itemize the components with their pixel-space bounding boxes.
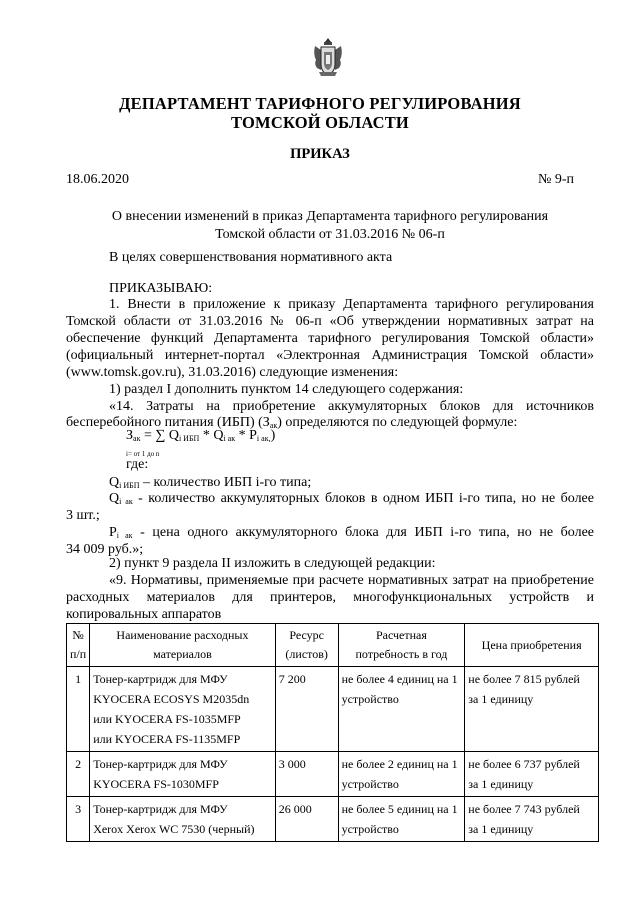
department-name-line2: ТОМСКОЙ ОБЛАСТИ [231, 113, 409, 132]
document-type-title: ПРИКАЗ [290, 146, 350, 162]
subject-line1: О внесении изменений в приказ Департамента тарифного регулирования [111, 209, 549, 224]
table-row [67, 752, 599, 797]
row-name: Тонер-картридж для МФУ KYOCERA ECOSYS M2035dn или KYOCERA FS-1035MFP или KYOCERA FS-1135MFP [90, 667, 276, 752]
header-num: № п/п [67, 624, 90, 667]
header-need: Расчетная потребность в год [338, 624, 465, 667]
table-row [67, 667, 599, 752]
row-num: 3 [67, 797, 90, 842]
order-word: ПРИКАЗЫВАЮ: [109, 281, 213, 296]
row-need: не более 4 единиц на 1 устройство [338, 667, 465, 752]
where-text: где: [126, 457, 149, 472]
coat-of-arms-emblem [311, 36, 345, 78]
department-name-line1: ДЕПАРТАМЕНТ ТАРИФНОГО РЕГУЛИРОВАНИЯ [119, 94, 521, 113]
definition-q-ibp: $Q_{i ИБП}$ – количество ИБП i-го типа; [109, 475, 312, 490]
definition-p-ak: $P_{i ак}$ - цена одного аккумуляторного блока для ИБП i-го типа, но не более [109, 525, 594, 540]
row-num: 1 [67, 667, 90, 752]
purpose-text: В целях совершенствования нормативного акта [109, 250, 393, 265]
point9-line1: «9. Нормативы, применяемые при расчете нормативных затрат на приобретение [109, 573, 594, 588]
row-resource: 26 000 [275, 797, 338, 842]
paragraph1-line4: (официальный интернет-портал «Электронная Администрация Томской области» [66, 348, 594, 363]
consumables-table [66, 623, 599, 842]
header-resource: Ресурс (листов) [275, 624, 338, 667]
point14-line1: «14. Затраты на приобретение аккумуляторных блоков для источников [109, 399, 594, 414]
row-resource: 7 200 [275, 667, 338, 752]
paragraph1-line1: 1. Внести в приложение к приказу Департамента тарифного регулирования [109, 297, 594, 312]
row-num: 2 [67, 752, 90, 797]
row-price: не более 7 815 рублей за 1 единицу [465, 667, 599, 752]
item2-text: 2) пункт 9 раздела II изложить в следующей редакции: [109, 556, 436, 571]
point14-line2: бесперебойного питания (ИБП) $(З_{ак})$ определяются по следующей формуле: [66, 415, 518, 430]
order-date: 18.06.2020 [66, 172, 129, 187]
point9-line3: копировальных аппаратов [66, 607, 222, 622]
row-need: не более 5 единиц на 1 устройство [338, 797, 465, 842]
row-name: Тонер-картридж для МФУ Xerox Xerox WC 7530 (черный) [90, 797, 276, 842]
definition-q-ak: $Q_{i ак}$ - количество аккумуляторных блоков в одном ИБП i-го типа, но не более [109, 491, 594, 506]
point9-line2: расходных материалов для принтеров, многофункциональных устройств и [66, 590, 594, 605]
header-price: Цена приобретения [465, 624, 599, 667]
definition-q-ak-cont: 3 шт.; [66, 508, 100, 523]
formula: $З_{ак}$ = ∑ $Q_{i ИБП} * Q_{i ак} * P_{i ак,}$) [126, 428, 276, 443]
paragraph1-line5: (www.tomsk.gov.ru), 31.03.2016) следующие изменения: [66, 365, 399, 380]
row-price: не более 6 737 рублей за 1 единицу [465, 752, 599, 797]
header-name: Наименование расходных материалов [90, 624, 276, 667]
definition-p-ak-cont: 34 009 руб.»; [66, 542, 144, 557]
row-price: не более 7 743 рублей за 1 единицу [465, 797, 599, 842]
paragraph1-line2: Томской области от 31.03.2016 № 06-п «Об утверждении нормативных затрат на [66, 314, 594, 329]
row-name: Тонер-картридж для МФУ KYOCERA FS-1030MFP [90, 752, 276, 797]
order-number: № 9-п [537, 172, 574, 187]
item1-text: 1) раздел I дополнить пунктом 14 следующего содержания: [109, 382, 464, 397]
table-header-row [67, 624, 599, 667]
formula-range: i= от 1 до n [126, 450, 160, 458]
paragraph1-line3: обеспечение функций Департамента тарифного регулирования Томской области» [66, 331, 594, 346]
row-need: не более 2 единиц на 1 устройство [338, 752, 465, 797]
subject-line2: Томской области от 31.03.2016 № 06-п [215, 227, 445, 242]
row-resource: 3 000 [275, 752, 338, 797]
order-subject [66, 208, 594, 244]
table-row [67, 797, 599, 842]
